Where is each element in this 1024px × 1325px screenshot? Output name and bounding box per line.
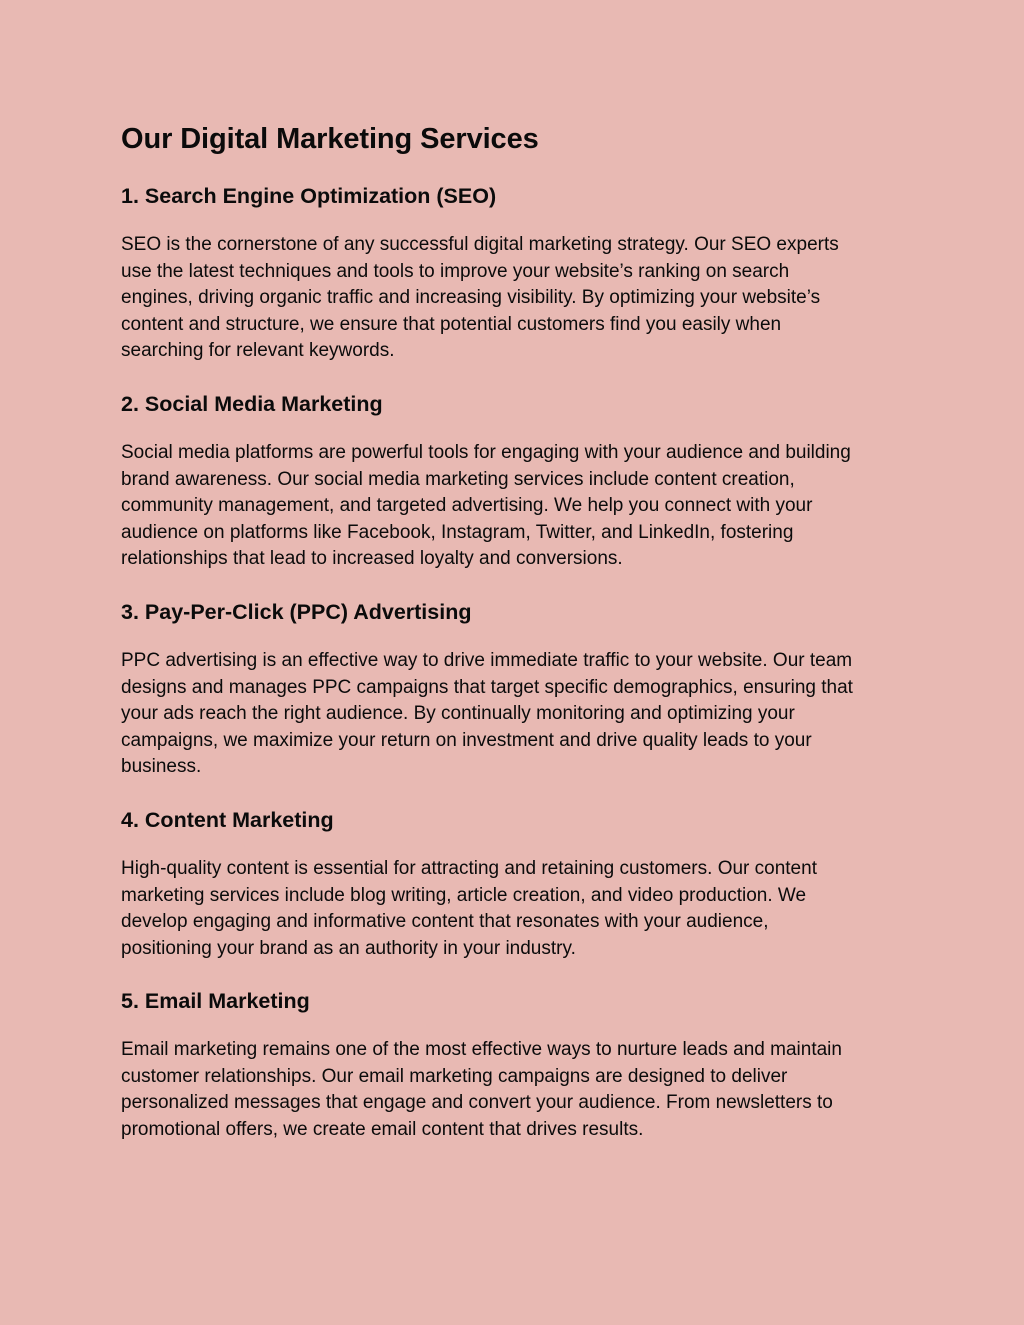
section-body: [121, 856, 911, 962]
body-line: community management, and targeted advertising. We help you connect with your: [121, 495, 813, 517]
body-line: audience on platforms like Facebook, Instagram, Twitter, and LinkedIn, fostering: [121, 521, 794, 543]
service-section: [121, 597, 1024, 781]
body-line: positioning your brand as an authority in your industry.: [121, 937, 576, 959]
body-line: designs and manages PPC campaigns that target specific demographics, ensuring that: [121, 676, 853, 698]
body-line: brand awareness. Our social media marketing services include content creation,: [121, 468, 795, 490]
section-body: [121, 648, 911, 781]
section-body: [121, 440, 911, 573]
section-heading: 1. Search Engine Optimization (SEO): [121, 184, 497, 208]
body-line: High-quality content is essential for attracting and retaining customers. Our content: [121, 857, 817, 879]
section-heading: 3. Pay-Per-Click (PPC) Advertising: [121, 599, 472, 624]
body-line: PPC advertising is an effective way to drive immediate traffic to your website. Our team: [121, 649, 853, 671]
section-body: [121, 1037, 911, 1143]
body-line: develop engaging and informative content that resonates with your audience,: [121, 911, 769, 933]
body-line: engines, driving organic traffic and increasing visibility. By optimizing your website’s: [121, 287, 821, 309]
body-line: campaigns, we maximize your return on investment and drive quality leads to your: [121, 729, 812, 751]
body-line: searching for relevant keywords.: [121, 340, 395, 362]
service-section: [121, 986, 1024, 1143]
section-body: [121, 232, 911, 365]
service-section: [121, 805, 1024, 962]
service-section: [121, 181, 1024, 365]
page-title: Our Digital Marketing Services: [121, 123, 539, 155]
body-line: content and structure, we ensure that potential customers find you easily when: [121, 313, 782, 335]
body-line: your ads reach the right audience. By continually monitoring and optimizing your: [121, 703, 795, 725]
body-line: business.: [121, 756, 202, 778]
body-line: relationships that lead to increased loyalty and conversions.: [121, 548, 623, 570]
body-line: Social media platforms are powerful tools for engaging with your audience and building: [121, 441, 851, 463]
body-line: marketing services include blog writing, article creation, and video production. We: [121, 884, 807, 906]
body-line: personalized messages that engage and convert your audience. From newsletters to: [121, 1092, 833, 1114]
section-heading: 5. Email Marketing: [121, 989, 310, 1014]
body-line: promotional offers, we create email content that drives results.: [121, 1119, 644, 1141]
body-line: customer relationships. Our email marketing campaigns are designed to deliver: [121, 1065, 788, 1087]
section-heading: 2. Social Media Marketing: [121, 391, 383, 416]
body-line: SEO is the cornerstone of any successful digital marketing strategy. Our SEO experts: [121, 234, 839, 255]
body-line: Email marketing remains one of the most effective ways to nurture leads and maintain: [121, 1039, 842, 1061]
services-sections: [121, 181, 1024, 1144]
body-line: use the latest techniques and tools to improve your website’s ranking on search: [121, 260, 790, 282]
service-section: [121, 389, 1024, 573]
section-heading: 4. Content Marketing: [121, 807, 334, 832]
